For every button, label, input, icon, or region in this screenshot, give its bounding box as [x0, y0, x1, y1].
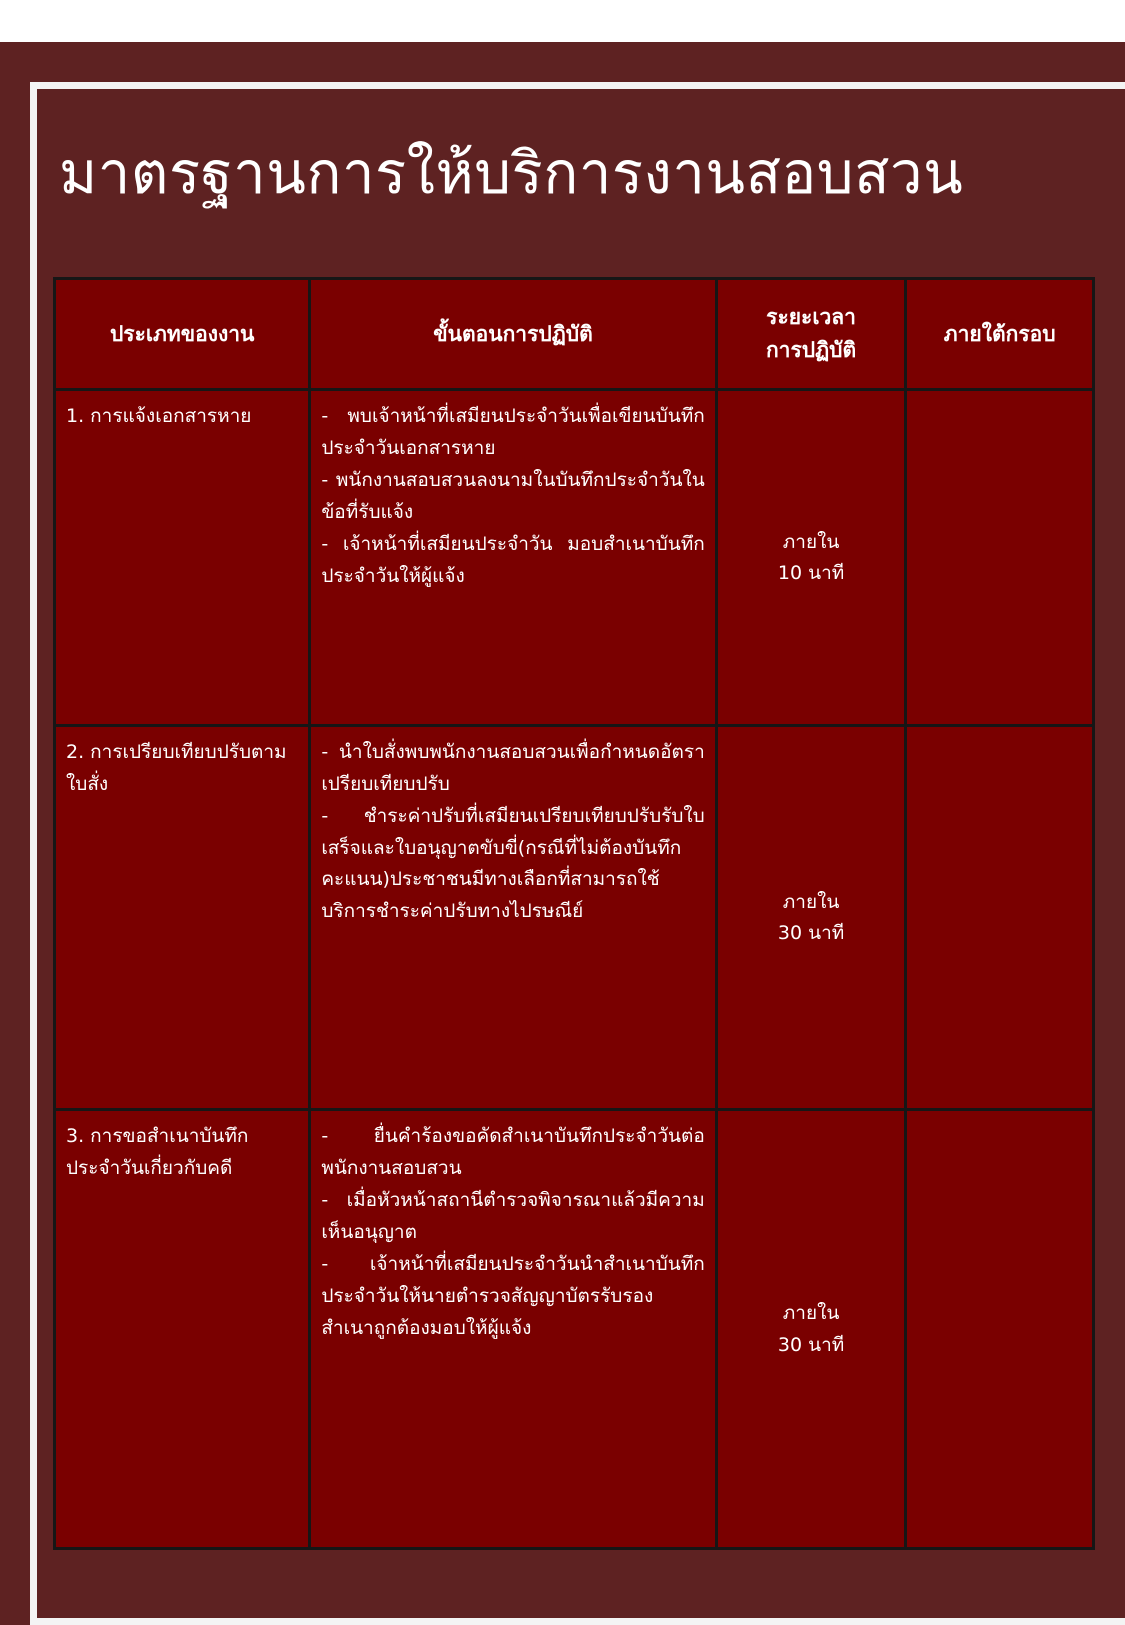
procedure-step: - ยื่นคำร้องขอคัดสำเนาบันทึกประจำวันต่อพนักงานสอบสวน: [321, 1125, 705, 1180]
framework-cell: [906, 1110, 1094, 1549]
procedure-step: - เมื่อหัวหน้าสถานีตำรวจพิจารณาแล้วมีความเห็นอนุญาต: [321, 1188, 705, 1243]
framework-cell: [906, 725, 1094, 1109]
procedure-step: - เจ้าหน้าที่เสมียนประจำวัน มอบสำเนาบันทึกประจำวันให้ผู้แจ้ง: [321, 532, 705, 587]
header-framework: ภายใต้กรอบ: [906, 279, 1094, 390]
work-type-cell: 2. การเปรียบเทียบปรับตามใบสั่ง: [55, 725, 310, 1109]
table-header-row: [55, 279, 1094, 390]
table-row: [55, 1110, 1094, 1549]
work-type-cell: 3. การขอสำเนาบันทึกประจำวันเกี่ยวกับคดี: [55, 1110, 310, 1549]
header-work-type: ประเภทของงาน: [55, 279, 310, 390]
duration-value: 30 นาที: [777, 922, 845, 945]
duration-label: ภายใน: [782, 530, 840, 553]
procedure-step: - เจ้าหน้าที่เสมียนประจำวันนำสำเนาบันทึกประจำวันให้นายตำรวจสัญญาบัตรรับรองสำเนาถูกต้องมอบให้ผู้แจ้ง: [321, 1252, 705, 1339]
header-procedure: ขั้นตอนการปฏิบัติ: [310, 279, 716, 390]
duration-label: ภายใน: [782, 890, 840, 913]
duration-cell: [716, 725, 906, 1109]
duration-value: 10 นาที: [777, 562, 845, 585]
procedure-cell: [310, 725, 716, 1109]
header-duration-line2: การปฏิบัติ: [765, 338, 857, 362]
header-duration: [716, 279, 906, 390]
procedure-step: - พนักงานสอบสวนลงนามในบันทึกประจำวันในข้อที่รับแจ้ง: [321, 468, 705, 523]
table-row: [55, 725, 1094, 1109]
service-standards-table: [53, 277, 1095, 1550]
procedure-step: - นำใบสั่งพบพนักงานสอบสวนเพื่อกำหนดอัตราเปรียบเทียบปรับ: [321, 740, 705, 795]
work-type-cell: 1. การแจ้งเอกสารหาย: [55, 390, 310, 726]
framework-cell: [906, 390, 1094, 726]
duration-cell: [716, 1110, 906, 1549]
duration-value: 30 นาที: [777, 1334, 845, 1357]
duration-cell: [716, 390, 906, 726]
procedure-step: - ชำระค่าปรับที่เสมียนเปรียบเทียบปรับรับใบเสร็จและใบอนุญาตขับขี่(กรณีที่ไม่ต้องบันทึกคะแนน)ประชาชนมีทางเลือกที่สามารถใช้บริการชำระค่าปรับทางไปรษณีย์: [321, 804, 705, 923]
procedure-cell: [310, 1110, 716, 1549]
procedure-step: - พบเจ้าหน้าที่เสมียนประจำวันเพื่อเขียนบันทึกประจำวันเอกสารหาย: [321, 405, 705, 459]
content-frame: [30, 82, 1125, 1625]
procedure-cell: [310, 390, 716, 726]
page-title: มาตรฐานการให้บริการงานสอบสวน: [59, 139, 964, 207]
table-row: [55, 390, 1094, 726]
duration-label: ภายใน: [782, 1302, 840, 1325]
header-duration-line1: ระยะเวลา: [766, 305, 856, 330]
